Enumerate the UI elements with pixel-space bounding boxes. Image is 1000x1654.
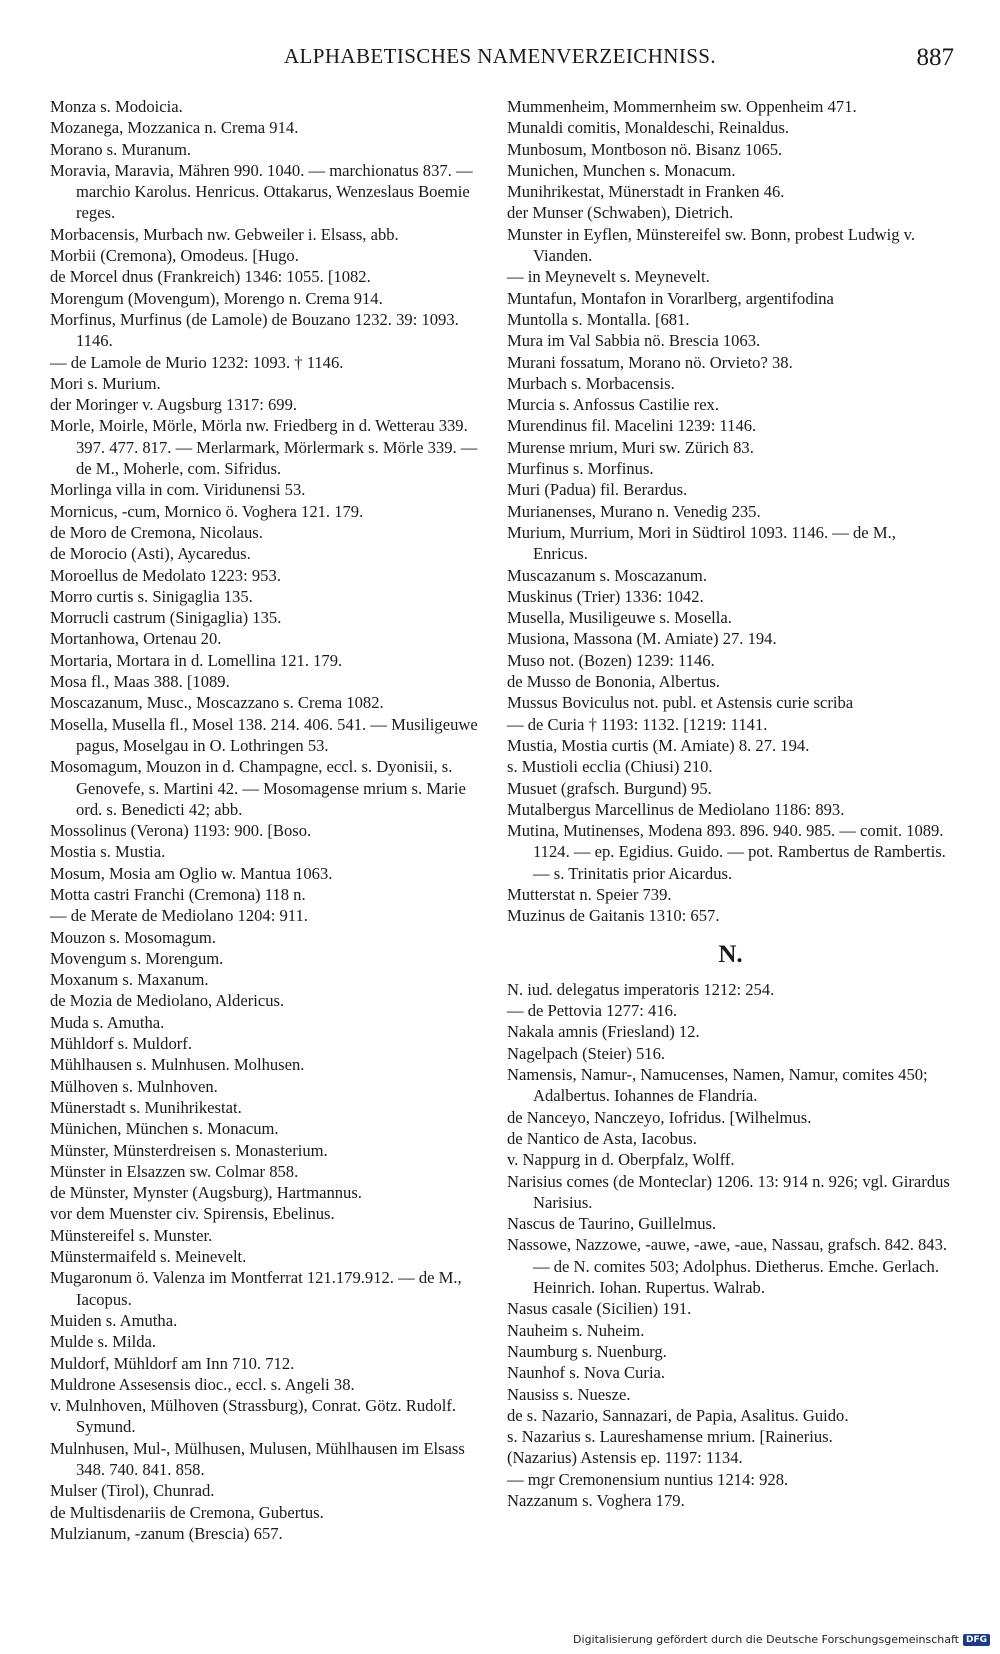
index-entry: Musella, Musiligeuwe s. Mosella. — [507, 608, 732, 628]
index-entry: Münerstadt s. Munihrikestat. — [50, 1097, 242, 1117]
index-entry: Muntafun, Montafon in Vorarlberg, argentifodina — [507, 288, 834, 308]
index-entry: Münster in Elsazzen sw. Colmar 858. — [50, 1161, 299, 1181]
index-entry: Naunhof s. Nova Curia. — [507, 1363, 666, 1383]
index-entry: de Münster, Mynster (Augsburg), Hartmannus. — [50, 1183, 362, 1203]
index-entry: Mulzianum, -zanum (Brescia) 657. — [50, 1523, 283, 1543]
index-entry: Mossolinus (Verona) 1193: 900. [Boso. — [50, 821, 312, 841]
index-entry: Nauheim s. Nuheim. — [507, 1320, 645, 1340]
index-entry: Muskinus (Trier) 1336: 1042. — [507, 586, 704, 606]
index-entry: Mugaronum ö. Valenza im Montferrat 121.179.912. — de M., Iacopus. — [50, 1268, 462, 1309]
index-entry: Münstereifel s. Munster. — [50, 1225, 213, 1245]
index-entry: — de Curia † 1193: 1132. [1219: 1141. — [507, 714, 768, 734]
index-entry: — de Merate de Mediolano 1204: 911. — [50, 906, 308, 926]
index-entry: Naumburg s. Nuenburg. — [507, 1341, 667, 1361]
index-entry: Monza s. Modoicia. — [50, 97, 183, 116]
index-entry: de Nanceyo, Nanczeyo, Iofridus. [Wilhelmus. — [507, 1107, 812, 1127]
index-entry: de Morocio (Asti), Aycaredus. — [50, 544, 251, 564]
index-entry: Muscazanum s. Moscazanum. — [507, 565, 707, 585]
index-column-left — [50, 96, 494, 1544]
index-entry: Mura im Val Sabbia nö. Brescia 1063. — [507, 331, 761, 351]
index-section-n — [507, 979, 954, 1511]
index-entry: Movengum s. Morengum. — [50, 948, 224, 968]
index-entry: Morengum (Movengum), Morengo n. Crema 914. — [50, 288, 383, 308]
index-entry: Münstermaifeld s. Meinevelt. — [50, 1247, 247, 1267]
index-entry: Munihrikestat, Münerstadt in Franken 46. — [507, 182, 785, 202]
index-entry: Murianenses, Murano n. Venedig 235. — [507, 501, 761, 521]
index-entry: Murfinus s. Morfinus. — [507, 459, 654, 479]
index-entry: Mori s. Murium. — [50, 373, 161, 393]
index-entry: Mutalbergus Marcellinus de Mediolano 1186: 893. — [507, 799, 845, 819]
footer-credit: Digitalisierung gefördert durch die Deutsche Forschungsgemeinschaft — [573, 1633, 959, 1646]
index-entry: Moravia, Maravia, Mähren 990. 1040. — marchionatus 837. — marchio Karolus. Henricus. Ottakarus, Wenzeslaus Boemie reges. — [50, 160, 473, 223]
index-entry: Morrucli castrum (Sinigaglia) 135. — [50, 608, 282, 628]
index-entry: Mostia s. Mustia. — [50, 842, 166, 862]
index-entry: Namensis, Namur-, Namucenses, Namen, Namur, comites 450; Adalbertus. Iohannes de Flandria. — [507, 1065, 928, 1106]
index-entry: Muzinus de Gaitanis 1310: 657. — [507, 906, 720, 926]
index-entry: Mosella, Musella fl., Mosel 138. 214. 406. 541. — Musiligeuwe pagus, Moselgau in O. Lothringen 53. — [50, 714, 478, 755]
index-entry: v. Mulnhoven, Mülhoven (Strassburg), Conrat. Götz. Rudolf. Symund. — [50, 1396, 457, 1437]
index-entry: Morlinga villa in com. Viridunensi 53. — [50, 480, 306, 500]
index-entry: de Musso de Bononia, Albertus. — [507, 672, 720, 692]
index-entry: Narisius comes (de Monteclar) 1206. 13: 914 n. 926; vgl. Girardus Narisius. — [507, 1171, 950, 1212]
index-entry: Nassowe, Nazzowe, -auwe, -awe, -aue, Nassau, grafsch. 842. 843. — de N. comites 503; Adolphus. Dietherus. Emche. Gerlach. Heinrich. Iohan. Rupertus. Walrab. — [507, 1235, 948, 1298]
index-entry: der Munser (Schwaben), Dietrich. — [507, 203, 734, 223]
index-entry: Nascus de Taurino, Guillelmus. — [507, 1214, 717, 1234]
index-entry: Mozanega, Mozzanica n. Crema 914. — [50, 118, 299, 138]
index-entry: Nausiss s. Nuesze. — [507, 1384, 631, 1404]
index-entry: Murense mrium, Muri sw. Zürich 83. — [507, 437, 754, 457]
index-entry: Munaldi comitis, Monaldeschi, Reinaldus. — [507, 118, 790, 138]
index-column-right — [507, 96, 954, 1511]
index-entry: Mutina, Mutinenses, Modena 893. 896. 940. 985. — comit. 1089. 1124. — ep. Egidius. Guido. — pot. Rambertus de Rambertis. — s. Trinitatis prior Aicardus. — [507, 821, 946, 883]
index-entry: der Moringer v. Augsburg 1317: 699. — [50, 395, 298, 415]
index-entry: Motta castri Franchi (Cremona) 118 n. — [50, 884, 306, 904]
index-entry: Mortaria, Mortara in d. Lomellina 121. 179. — [50, 650, 343, 670]
index-entry: de Morcel dnus (Frankreich) 1346: 1055. [1082. — [50, 267, 371, 287]
index-entry: Munbosum, Montboson nö. Bisanz 1065. — [507, 139, 783, 159]
index-entry: Musiona, Massona (M. Amiate) 27. 194. — [507, 629, 777, 649]
index-entry: Nakala amnis (Friesland) 12. — [507, 1022, 700, 1042]
index-entry: Morfinus, Murfinus (de Lamole) de Bouzano 1232. 39: 1093. 1146. — [50, 309, 459, 351]
digitization-footer — [573, 1633, 990, 1646]
index-entry: Mülhoven s. Mulnhoven. — [50, 1076, 218, 1096]
index-entry: Murcia s. Anfossus Castilie rex. — [507, 395, 720, 415]
index-entry: — in Meynevelt s. Meynevelt. — [507, 267, 710, 287]
index-entry: Mühldorf s. Muldorf. — [50, 1034, 192, 1054]
index-entry: Mosum, Mosia am Oglio w. Mantua 1063. — [50, 863, 333, 883]
index-entry: de Multisdenariis de Cremona, Gubertus. — [50, 1502, 324, 1522]
index-entry: Muda s. Amutha. — [50, 1012, 165, 1032]
index-entry: Mutterstat n. Speier 739. — [507, 884, 672, 904]
index-entry: Morbii (Cremona), Omodeus. [Hugo. — [50, 246, 299, 266]
index-entry: de Mozia de Mediolano, Aldericus. — [50, 991, 285, 1011]
index-entry: vor dem Muenster civ. Spirensis, Ebelinus. — [50, 1204, 335, 1224]
index-entry: Munichen, Munchen s. Monacum. — [507, 160, 736, 180]
index-entry: Mühlhausen s. Mulnhusen. Molhusen. — [50, 1055, 305, 1075]
dfg-logo: DFG — [963, 1634, 990, 1646]
index-entry: Murendinus fil. Macelini 1239: 1146. — [507, 416, 757, 436]
index-entry: Mornicus, -cum, Mornico ö. Voghera 121. 179. — [50, 501, 364, 521]
index-entry: Mummenheim, Mommernheim sw. Oppenheim 471. — [507, 97, 857, 116]
index-entry: Murani fossatum, Morano nö. Orvieto? 38. — [507, 352, 793, 372]
index-entry: — de Lamole de Murio 1232: 1093. † 1146. — [50, 352, 344, 372]
index-entry: Muldorf, Mühldorf am Inn 710. 712. — [50, 1353, 295, 1373]
index-entry: Mustia, Mostia curtis (M. Amiate) 8. 27. 194. — [507, 735, 810, 755]
index-entry: Mulser (Tirol), Chunrad. — [50, 1481, 215, 1501]
index-entry: Munster in Eyflen, Münstereifel sw. Bonn, probest Ludwig v. Vianden. — [507, 224, 916, 266]
index-entry: Murbach s. Morbacensis. — [507, 373, 675, 393]
index-entry: Morle, Moirle, Mörle, Mörla nw. Friedberg in d. Wetterau 339. 397. 477. 817. — Merlarmark, Mörlermark s. Mörle 339. — de M., Moherle, com. Sifridus. — [50, 416, 478, 479]
index-entry: Musuet (grafsch. Burgund) 95. — [507, 778, 712, 798]
index-entry: Mulde s. Milda. — [50, 1332, 157, 1352]
index-entry: Muiden s. Amutha. — [50, 1310, 178, 1330]
index-entry: de Moro de Cremona, Nicolaus. — [50, 522, 263, 542]
page-number: 887 — [916, 44, 954, 71]
index-entry: Nasus casale (Sicilien) 191. — [507, 1299, 692, 1319]
index-entry: Münster, Münsterdreisen s. Monasterium. — [50, 1140, 328, 1160]
running-header: ALPHABETISCHES NAMENVERZEICHNISS. — [283, 44, 717, 68]
index-entry: Morano s. Muranum. — [50, 139, 192, 159]
index-entry: — de Pettovia 1277: 416. — [507, 1001, 678, 1021]
index-entry: de Nantico de Asta, Iacobus. — [507, 1128, 697, 1148]
index-entry: Morro curtis s. Sinigaglia 135. — [50, 586, 253, 606]
index-entry: — mgr Cremonensium nuntius 1214: 928. — [507, 1469, 789, 1489]
index-entry: s. Mustioli ecclia (Chiusi) 210. — [507, 757, 713, 777]
index-entry: Mosa fl., Maas 388. [1089. — [50, 672, 230, 692]
index-entry: Mussus Boviculus not. publ. et Astensis curie scriba — [507, 693, 854, 713]
index-section-m — [507, 96, 954, 927]
index-entry: Nagelpach (Steier) 516. — [507, 1043, 666, 1063]
index-entry: Mortanhowa, Ortenau 20. — [50, 629, 222, 649]
index-entry: Mosomagum, Mouzon in d. Champagne, eccl. s. Dyonisii, s. Genovefe, s. Martini 42. — Mosomagense mrium s. Marie ord. s. Benedicti 42; abb. — [50, 757, 466, 819]
index-entry: Nazzanum s. Voghera 179. — [507, 1491, 685, 1510]
index-entry: Moscazanum, Musc., Moscazzano s. Crema 1082. — [50, 693, 384, 713]
index-entry: Muntolla s. Montalla. [681. — [507, 309, 690, 329]
index-entry: N. iud. delegatus imperatoris 1212: 254. — [507, 979, 775, 999]
index-entry: v. Nappurg in d. Oberpfalz, Wolff. — [507, 1150, 735, 1170]
index-entry: de s. Nazario, Sannazari, de Papia, Asalitus. Guido. — [507, 1405, 849, 1425]
index-entry: (Nazarius) Astensis ep. 1197: 1134. — [507, 1448, 743, 1468]
index-entry: Moroellus de Medolato 1223: 953. — [50, 565, 281, 585]
index-entry: Morbacensis, Murbach nw. Gebweiler i. Elsass, abb. — [50, 224, 399, 244]
index-entry: Moxanum s. Maxanum. — [50, 970, 209, 990]
index-entry: Mulnhusen, Mul-, Mülhusen, Mulusen, Mühlhausen im Elsass 348. 740. 841. 858. — [50, 1438, 465, 1479]
index-entry: Mouzon s. Mosomagum. — [50, 927, 216, 947]
index-entry: Murium, Murrium, Mori in Südtirol 1093. 1146. — de M., Enricus. — [507, 522, 896, 564]
index-entry: Münichen, München s. Monacum. — [50, 1119, 279, 1139]
index-entry: Muldrone Assesensis dioc., eccl. s. Angeli 38. — [50, 1374, 355, 1394]
index-entry: Muri (Padua) fil. Berardus. — [507, 480, 688, 500]
index-entry: s. Nazarius s. Laureshamense mrium. [Rainerius. — [507, 1427, 833, 1447]
index-entry: Muso not. (Bozen) 1239: 1146. — [507, 650, 715, 670]
section-heading-n: N. — [718, 940, 743, 968]
